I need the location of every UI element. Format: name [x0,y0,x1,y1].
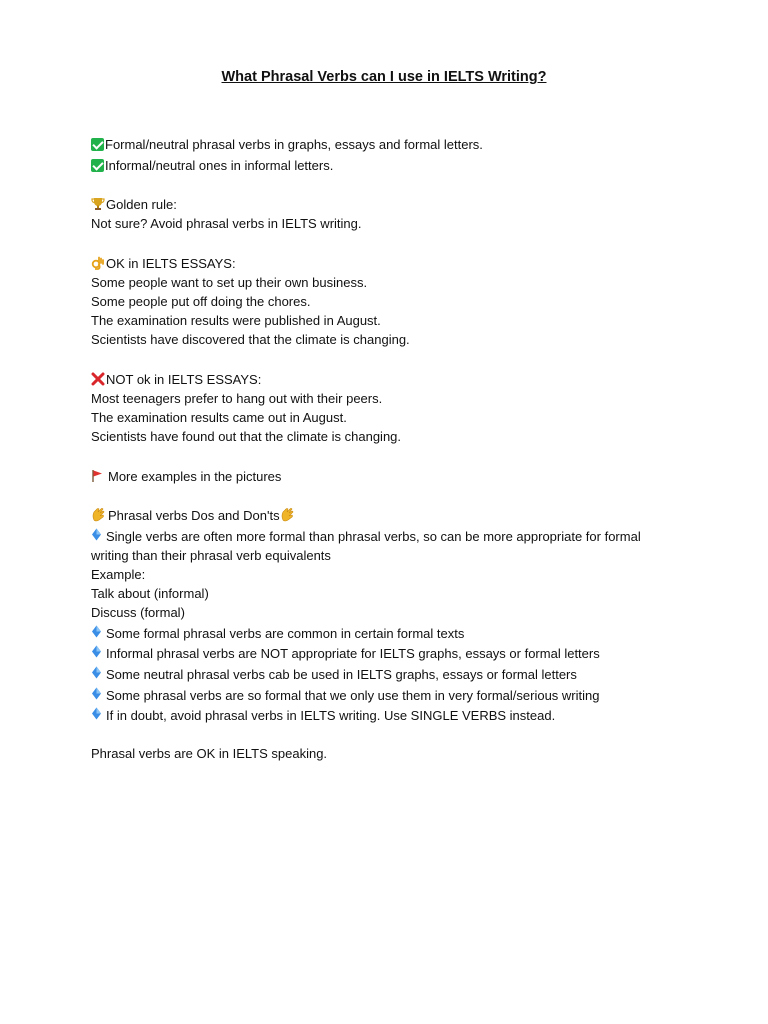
ok-example-line: The examination results were published in August. [91,313,381,328]
bullet-item-continued: writing than their phrasal verb equivalents [91,548,331,563]
bullet-item: Single verbs are often more formal than phrasal verbs, so can be more appropriate for formal [91,527,641,546]
blue-diamond-icon [91,666,102,679]
example-informal: Talk about (informal) [91,586,209,601]
bullet-item: Some neutral phrasal verbs cab be used in IELTS graphs, essays or formal letters [91,665,577,684]
not-ok-example-line: Most teenagers prefer to hang out with their peers. [91,391,383,406]
bullet-item: Some formal phrasal verbs are common in certain formal texts [91,624,464,643]
blue-diamond-icon [91,528,102,541]
golden-rule-heading: Golden rule: [91,195,177,214]
document-title: What Phrasal Verbs can I use in IELTS Writing? [221,69,547,85]
bullet-item: If in doubt, avoid phrasal verbs in IELTS writing. Use SINGLE VERBS instead. [91,706,555,725]
not-ok-example-line: Scientists have found out that the climate is changing. [91,429,402,444]
ok-essays-heading: OK in IELTS ESSAYS: [91,254,236,273]
bullet-item: Some phrasal verbs are so formal that we only use them in very formal/serious writing [91,686,599,705]
ok-hand-icon [91,256,105,270]
bullet-item: Informal phrasal verbs are NOT appropriate for IELTS graphs, essays or formal letters [91,644,600,663]
not-ok-example-line: The examination results came out in August. [91,410,347,425]
closing-line: Phrasal verbs are OK in IELTS speaking. [91,746,328,761]
check-mark-icon [91,138,104,151]
clapping-hands-icon [91,507,107,522]
clapping-hands-icon [280,507,296,522]
ok-example-line: Scientists have discovered that the climate is changing. [91,332,410,347]
dos-donts-heading: Phrasal verbs Dos and Don'ts [91,506,297,525]
golden-rule-text: Not sure? Avoid phrasal verbs in IELTS writing. [91,216,362,231]
more-examples-line: More examples in the pictures [91,467,281,486]
intro-line-informal: Informal/neutral ones in informal letters. [91,156,333,175]
example-formal: Discuss (formal) [91,605,185,620]
ok-example-line: Some people put off doing the chores. [91,294,311,309]
check-mark-icon [91,159,104,172]
ok-example-line: Some people want to set up their own business. [91,275,368,290]
example-label: Example: [91,567,146,582]
red-flag-icon [91,469,104,483]
blue-diamond-icon [91,645,102,658]
blue-diamond-icon [91,687,102,700]
not-ok-essays-heading: NOT ok in IELTS ESSAYS: [91,370,261,389]
intro-line-formal: Formal/neutral phrasal verbs in graphs, essays and formal letters. [91,135,483,154]
cross-mark-icon [91,372,105,386]
trophy-icon [91,197,105,211]
blue-diamond-icon [91,707,102,720]
blue-diamond-icon [91,625,102,638]
